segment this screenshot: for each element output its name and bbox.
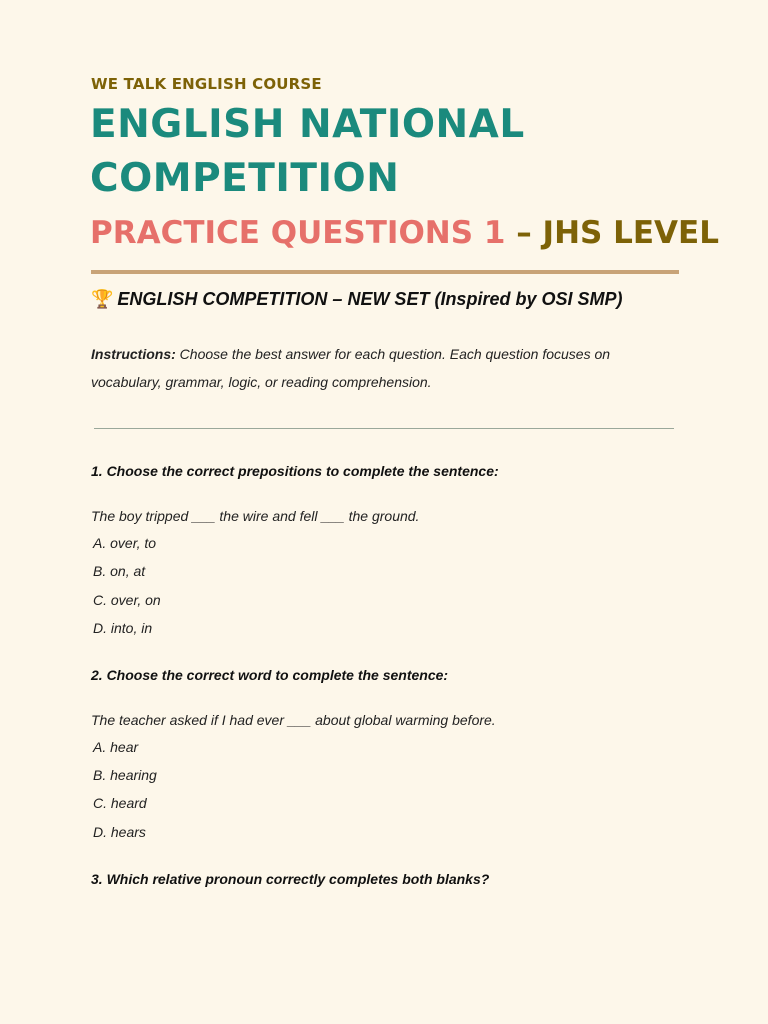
subtitle-separator: – [505, 215, 543, 251]
question-2-stem: The teacher asked if I had ever ___ about global warming before. [91, 712, 496, 728]
header-divider [91, 270, 679, 274]
trophy-icon: 🏆 [91, 289, 114, 309]
instructions-text: Choose the best answer for each question. Each question focuses on vocabulary, grammar, logic, or reading comprehension. [91, 346, 611, 390]
section-heading [91, 289, 622, 310]
question-1-stem: The boy tripped ___ the wire and fell ___ the ground. [91, 508, 420, 524]
subtitle-level: JHS LEVEL [542, 215, 719, 251]
instructions [91, 340, 651, 396]
question-2-option-a: A. hear [93, 739, 139, 755]
section-heading-text: ENGLISH COMPETITION – NEW SET (Inspired by OSI SMP) [117, 289, 623, 309]
question-2-title: 2. Choose the correct word to complete the sentence: [91, 667, 449, 683]
question-1-option-a: A. over, to [93, 535, 157, 551]
question-3-title: 3. Which relative pronoun correctly completes both blanks? [91, 871, 490, 887]
question-2-option-d: D. hears [93, 824, 146, 840]
question-1-title: 1. Choose the correct prepositions to complete the sentence: [91, 463, 499, 479]
section-divider [94, 428, 674, 429]
question-1-option-c: C. over, on [93, 592, 161, 608]
subtitle-practice: PRACTICE QUESTIONS 1 [90, 215, 506, 251]
question-2-option-b: B. hearing [93, 767, 157, 783]
question-1-option-b: B. on, at [93, 563, 146, 579]
instructions-label: Instructions: [91, 346, 176, 362]
question-1-option-d: D. into, in [93, 620, 153, 636]
question-2-option-c: C. heard [93, 795, 147, 811]
page-subtitle [90, 210, 719, 256]
page-title: ENGLISH NATIONAL COMPETITION [90, 102, 525, 201]
brand-name: WE TALK ENGLISH COURSE [91, 75, 322, 93]
